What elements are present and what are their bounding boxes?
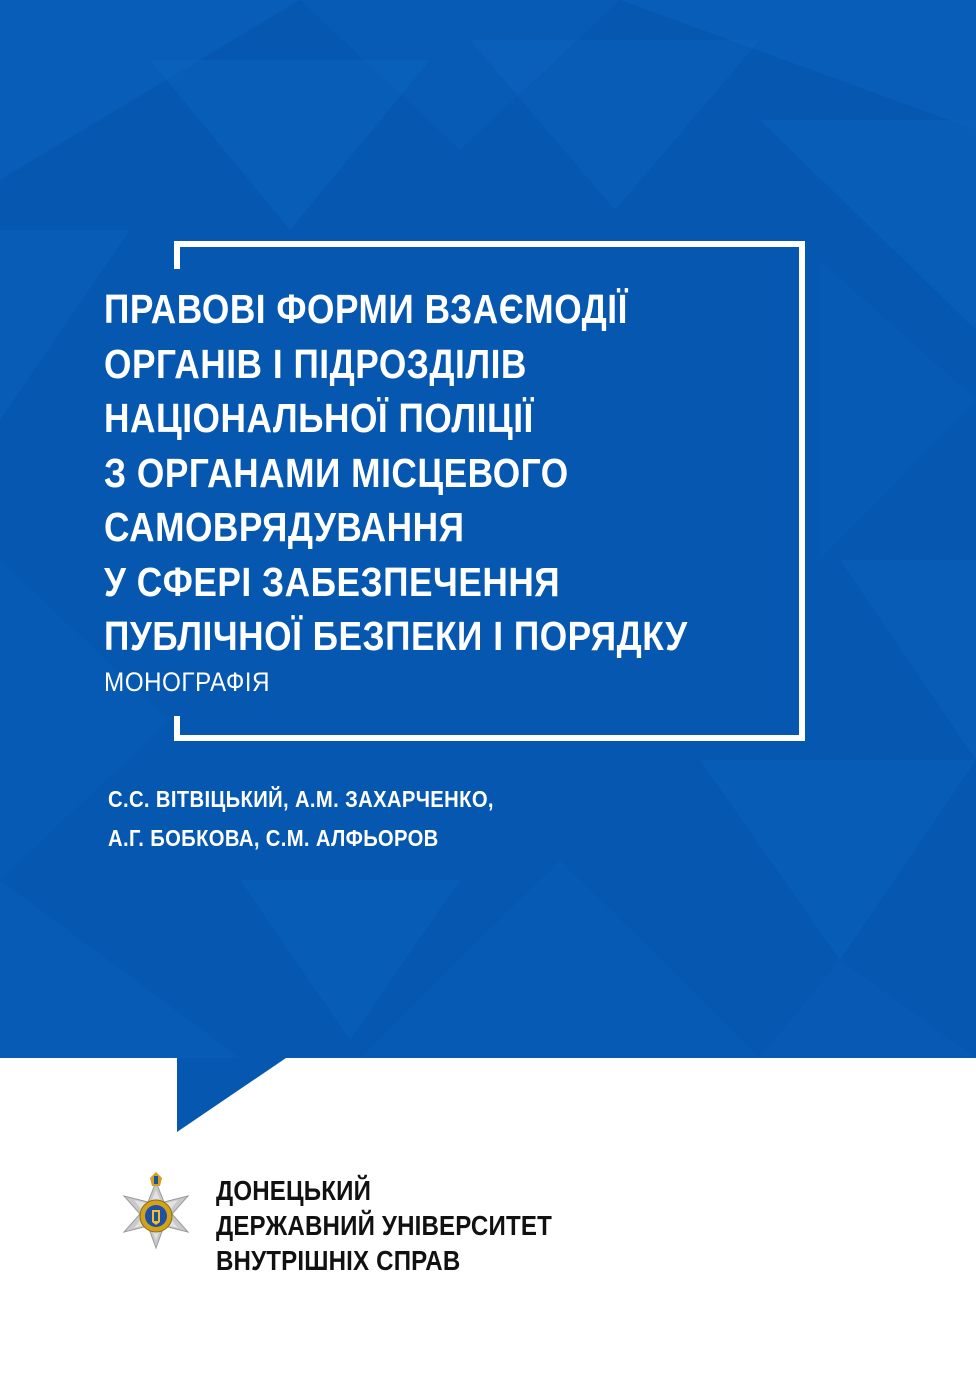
title-line: ПРАВОВІ ФОРМИ ВЗАЄМОДІЇ xyxy=(104,286,628,332)
publisher-line: ВНУТРІШНІХ СПРАВ xyxy=(216,1245,461,1276)
title-line: ОРГАНІВ І ПІДРОЗДІЛІВ xyxy=(104,340,527,387)
author-line: С.С. ВІТВІЦЬКИЙ, А.М. ЗАХАРЧЕНКО, xyxy=(108,786,494,812)
book-title xyxy=(104,282,804,664)
title-line: З ОРГАНАМИ МІСЦЕВОГО xyxy=(104,449,569,496)
title-line: НАЦІОНАЛЬНОЇ ПОЛІЦІЇ xyxy=(104,395,534,441)
book-subtitle: МОНОГРАФІЯ xyxy=(104,667,271,697)
title-line: ПУБЛІЧНОЇ БЕЗПЕКИ І ПОРЯДКУ xyxy=(104,613,688,659)
publisher-line: ДЕРЖАВНИЙ УНІВЕРСИТЕТ xyxy=(216,1210,552,1241)
author-line: А.Г. БОБКОВА, С.М. АЛФЬОРОВ xyxy=(108,825,439,851)
publisher-name xyxy=(216,1173,716,1278)
publisher-line: ДОНЕЦЬКИЙ xyxy=(216,1175,372,1206)
title-line: САМОВРЯДУВАННЯ xyxy=(104,504,465,550)
authors xyxy=(108,780,708,858)
title-line: У СФЕРІ ЗАБЕЗПЕЧЕННЯ xyxy=(104,558,561,605)
university-emblem-icon xyxy=(116,1172,196,1258)
